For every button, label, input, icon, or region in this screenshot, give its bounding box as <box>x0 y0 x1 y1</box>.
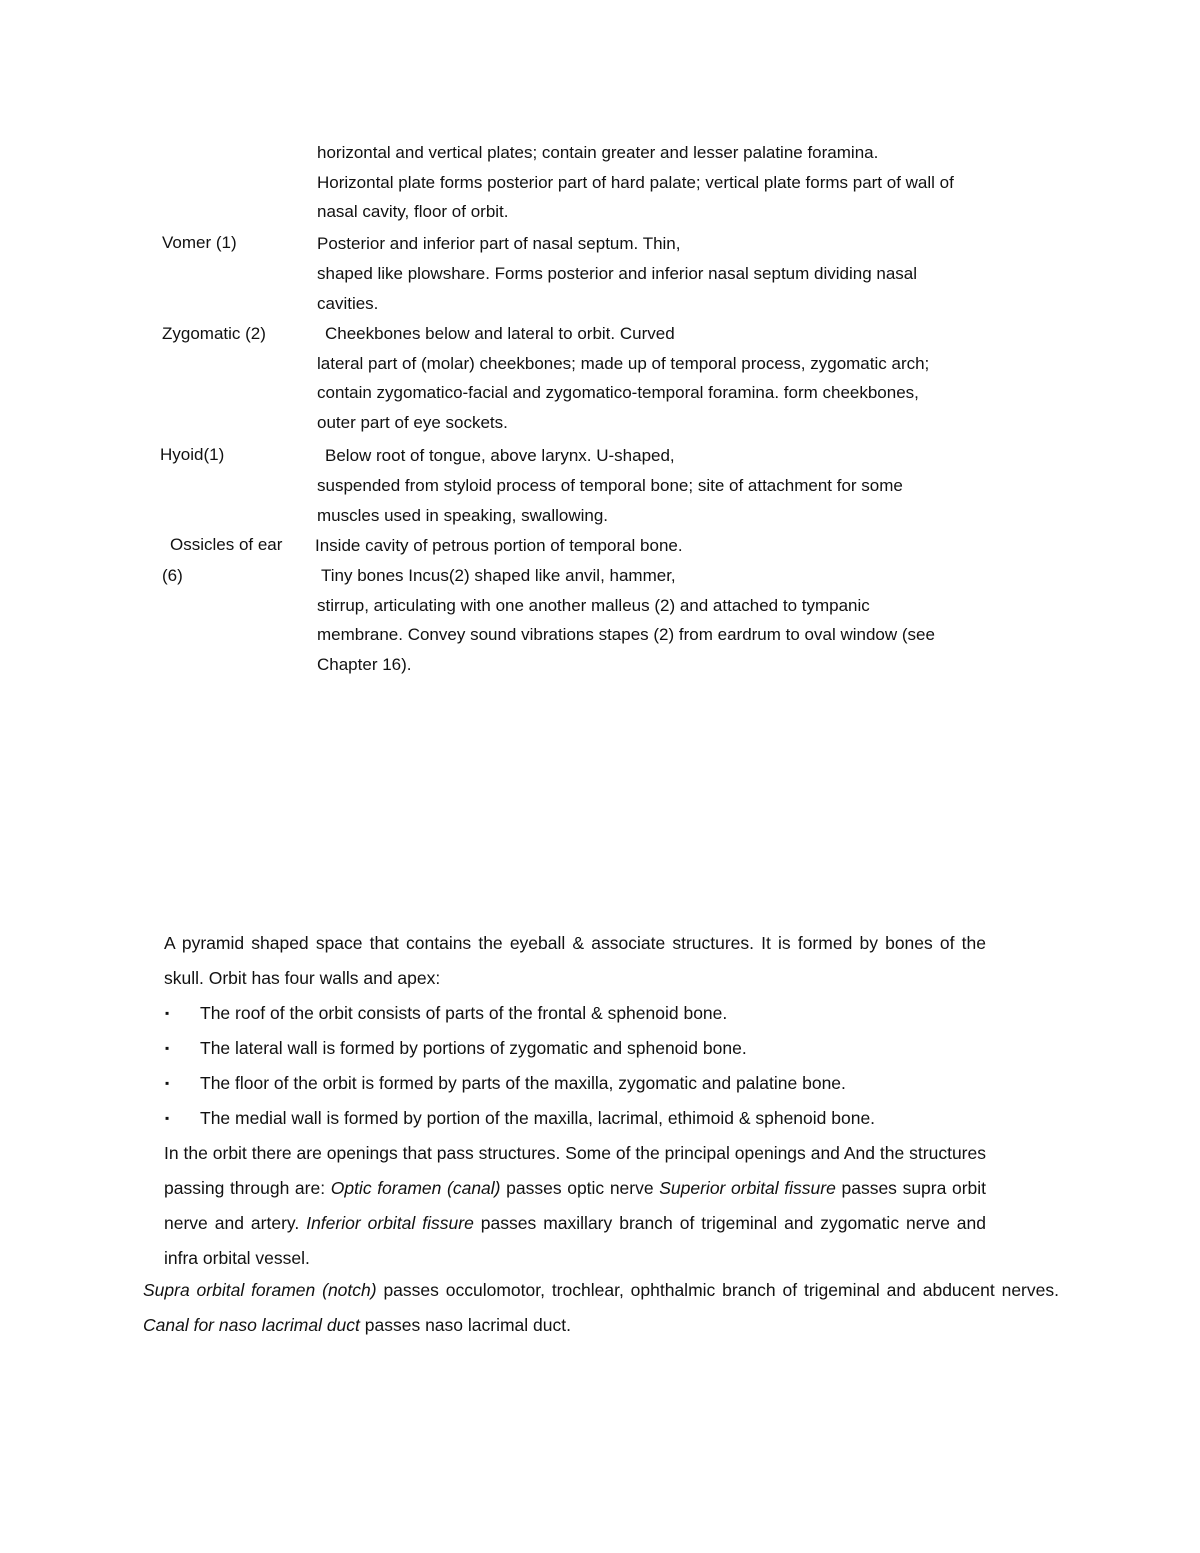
nasolacrimal-canal-term: Canal for naso lacrimal duct <box>143 1315 360 1335</box>
bone-name: Ossicles of ear <box>170 535 283 554</box>
description-line: muscles used in speaking, swallowing. <box>317 505 609 525</box>
bone-row-ossicles <box>0 530 1200 680</box>
bone-name: Zygomatic (2) <box>162 324 266 343</box>
bone-table <box>0 138 1200 680</box>
optic-foramen-text: passes optic nerve <box>500 1178 660 1198</box>
description-line: Below root of tongue, above larynx. U-shaped, <box>325 446 675 465</box>
bullet-icon: ▪ <box>165 1076 170 1090</box>
wall-text: The medial wall is formed by portion of the maxilla, lacrimal, ethimoid & sphenoid bone. <box>200 1108 876 1128</box>
supra-orbital-term: Supra orbital foramen (notch) <box>143 1280 377 1300</box>
optic-foramen-term: Optic foramen (canal) <box>330 1178 501 1198</box>
bone-row-hyoid <box>0 440 1200 530</box>
inferior-fissure-term: Inferior orbital fissure <box>306 1213 474 1233</box>
description-line: contain zygomatico-facial and zygomatico-temporal foramina. form cheekbones, <box>317 383 919 402</box>
description-line: membrane. Convey sound vibrations stapes (2) from eardrum to oval window (see <box>317 625 935 644</box>
bone-description <box>317 319 981 437</box>
description-line: stirrup, articulating with one another malleus (2) and attached to tympanic <box>317 595 870 615</box>
superior-fissure-text: passes supra orbit nerve and artery. <box>164 1178 987 1233</box>
orbit-intro: A pyramid shaped space that contains the eyeball & associate structures. It is formed by bones of the skull. Orbit has four walls and apex: <box>164 933 986 988</box>
bone-name: Hyoid(1) <box>160 445 225 464</box>
list-item <box>164 1031 986 1066</box>
description-line: suspended from styloid process of temporal bone; site of attachment for some <box>317 476 903 495</box>
inferior-fissure-text: passes maxillary branch of trigeminal and zygomatic nerve and infra orbital vessel. <box>164 1213 986 1268</box>
description-line: lateral part of (molar) cheekbones; made up of temporal process, zygomatic arch; <box>317 353 930 373</box>
description-line: nasal cavity, floor of orbit. <box>317 202 509 221</box>
description-line: Horizontal plate forms posterior part of hard palate; vertical plate forms part of wall of <box>317 172 954 192</box>
wall-text: The floor of the orbit is formed by parts of the maxilla, zygomatic and palatine bone. <box>200 1073 846 1093</box>
wall-text: The roof of the orbit consists of parts of the frontal & sphenoid bone. <box>200 1003 728 1023</box>
description-line: horizontal and vertical plates; contain greater and lesser palatine foramina. <box>317 143 879 162</box>
nasolacrimal-canal-text: passes naso lacrimal duct. <box>359 1315 571 1335</box>
supra-orbital-paragraph <box>143 1273 1059 1343</box>
bullet-icon: ▪ <box>165 1006 170 1020</box>
bone-description <box>315 530 979 679</box>
bone-name-count: (6) <box>162 566 183 585</box>
bone-row-zygomatic <box>0 319 1200 440</box>
list-item <box>164 996 986 1031</box>
description-line: Chapter 16). <box>317 654 412 674</box>
orbit-section <box>164 926 986 1276</box>
description-line: shaped like plowshare. Forms posterior and inferior nasal septum dividing nasal <box>317 264 918 283</box>
orbit-walls-list <box>164 996 986 1136</box>
openings-intro: In the orbit there are openings that pass structures. Some of the principal openings and And the structures passing through are: <box>164 1143 986 1198</box>
bone-description <box>317 440 981 530</box>
bone-name: Vomer (1) <box>162 233 237 252</box>
orbit-openings-paragraph <box>164 1136 986 1276</box>
description-line: Posterior and inferior part of nasal septum. Thin, <box>317 234 681 253</box>
supra-orbital-text: passes occulomotor, trochlear, ophthalmic branch of trigeminal and abducent nerves. <box>376 1280 1059 1300</box>
wall-text: The lateral wall is formed by portions of zygomatic and sphenoid bone. <box>200 1038 747 1058</box>
superior-fissure-term: Superior orbital fissure <box>659 1178 836 1198</box>
bone-description <box>317 228 981 318</box>
bone-description <box>317 138 981 227</box>
description-line: Tiny bones Incus(2) shaped like anvil, hammer, <box>321 566 676 585</box>
list-item <box>164 1101 986 1136</box>
description-line: Cheekbones below and lateral to orbit. Curved <box>325 324 675 343</box>
list-item <box>164 1066 986 1101</box>
description-line: Inside cavity of petrous portion of temporal bone. <box>315 536 683 555</box>
bullet-icon: ▪ <box>165 1041 170 1055</box>
bullet-icon: ▪ <box>165 1111 170 1125</box>
description-line: cavities. <box>317 293 379 313</box>
bone-row-vomer <box>0 228 1200 319</box>
bone-row-palatine-continued <box>0 138 1200 228</box>
description-line: outer part of eye sockets. <box>317 412 508 432</box>
